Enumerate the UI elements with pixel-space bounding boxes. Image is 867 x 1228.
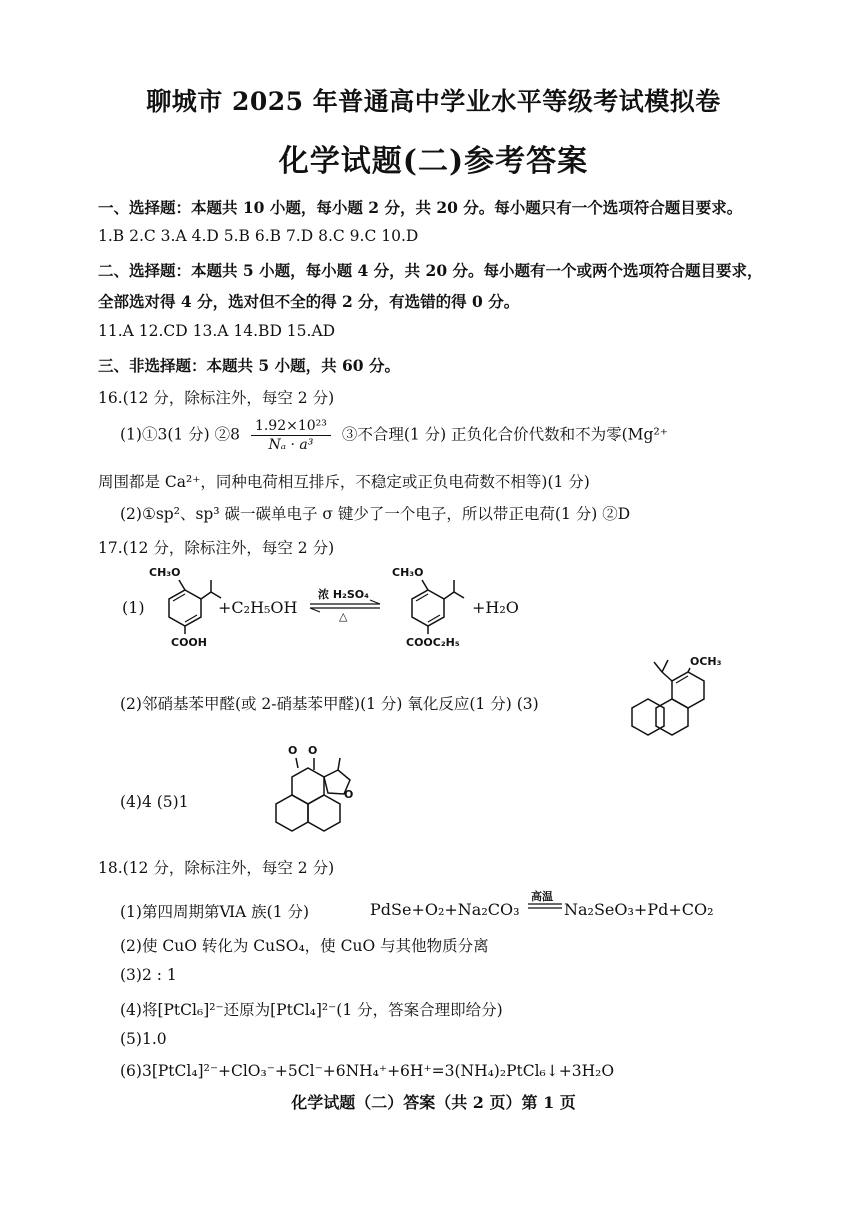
reaction-equilibrium-arrow xyxy=(308,586,384,622)
q17-part4-5: (4)4 (5)1 xyxy=(120,793,189,811)
product-ester-label: COOC₂H₅ xyxy=(406,636,460,649)
reactant-methoxy-label: CH₃O xyxy=(149,566,181,579)
q17-part3-methoxy-label: OCH₃ xyxy=(690,655,722,668)
page-footer: 化学试题（二）答案（共 2 页）第 1 页 xyxy=(291,1093,576,1112)
reactant-carboxyl-label: COOH xyxy=(171,636,207,649)
high-temp-label: 高温 xyxy=(531,890,553,903)
furan-o: O xyxy=(344,788,354,801)
exam-subtitle: 化学试题(二)参考答案 xyxy=(278,144,589,179)
ethanol-term: +C₂H₅OH xyxy=(218,598,298,617)
q18-part1-a: (1)第四周期第ⅥA 族(1 分) xyxy=(120,903,310,921)
section1-heading: 一、选择题：本题共 10 小题，每小题 2 分，共 20 分。每小题只有一个选项符合题目要求。 xyxy=(98,198,743,217)
section3-heading: 三、非选择题：本题共 5 小题，共 60 分。 xyxy=(98,356,400,375)
q17-part2-3: (2)邻硝基苯甲醛(或 2-硝基苯甲醛)(1 分) 氧化反应(1 分) (3) xyxy=(120,695,539,713)
fraction-denominator: Nₐ · a³ xyxy=(268,437,314,453)
q18-eq-right: Na₂SeO₃+Pd+CO₂ xyxy=(564,900,714,919)
product-structure xyxy=(388,562,468,652)
catalyst-condition: 浓 H₂SO₄ xyxy=(318,588,369,601)
fraction-numerator: 1.92×10²³ xyxy=(251,418,331,436)
q16-header: 16.(12 分，除标注外，每空 2 分) xyxy=(98,389,335,407)
section2-heading-line2: 全部选对得 4 分，选对但不全的得 2 分，有选错的得 0 分。 xyxy=(98,292,520,311)
q16-part1-b: ③不合理(1 分) 正负化合价代数和不为零(Mg²⁺ xyxy=(341,425,668,444)
reactant-structure xyxy=(145,562,225,652)
q16-part1-line xyxy=(120,418,668,453)
q17-part1-label: (1) xyxy=(122,598,145,617)
section1-answers: 1.B 2.C 3.A 4.D 5.B 6.B 7.D 8.C 9.C 10.D xyxy=(98,227,419,245)
q18-part2: (2)使 CuO 转化为 CuSO₄，使 CuO 与其他物质分离 xyxy=(120,937,489,955)
exam-title: 聊城市 2025 年普通高中学业水平等级考试模拟卷 xyxy=(146,87,721,116)
carbonyl-o-1: O xyxy=(288,744,298,757)
q17-part3-structure xyxy=(628,652,728,752)
q18-eq-left: PdSe+O₂+Na₂CO₃ xyxy=(370,900,520,919)
water-term: +H₂O xyxy=(472,598,519,617)
q18-part5: (5)1.0 xyxy=(120,1030,167,1048)
density-fraction xyxy=(251,418,331,453)
q17-part5-structure xyxy=(258,738,368,838)
carbonyl-o-2: O xyxy=(308,744,318,757)
q16-part2: (2)①sp²、sp³ 碳一碳单电子 σ 键少了一个电子，所以带正电荷(1 分) ②D xyxy=(120,505,631,523)
q18-part4: (4)将[PtCl₆]²⁻还原为[PtCl₄]²⁻(1 分，答案合理即给分) xyxy=(120,1001,503,1019)
q18-part3: (3)2 : 1 xyxy=(120,966,177,984)
section2-heading-line1: 二、选择题：本题共 5 小题，每小题 4 分，共 20 分。每小题有一个或两个选项符合题目要求， xyxy=(98,261,763,280)
heat-condition: △ xyxy=(339,610,348,622)
high-temp-equals xyxy=(527,890,563,914)
q18-part6: (6)3[PtCl₄]²⁻+ClO₃⁻+5Cl⁻+6NH₄⁺+6H⁺=3(NH₄)₂PtCl₆↓+3H₂O xyxy=(120,1062,615,1080)
section2-answers: 11.A 12.CD 13.A 14.BD 15.AD xyxy=(98,322,336,340)
product-methoxy-label: CH₃O xyxy=(392,566,424,579)
q18-header: 18.(12 分，除标注外，每空 2 分) xyxy=(98,859,335,877)
q17-header: 17.(12 分，除标注外，每空 2 分) xyxy=(98,539,335,557)
q16-part1-a: (1)①3(1 分) ②8 xyxy=(120,425,240,444)
q16-part1-c: 周围都是 Ca²⁺，同种电荷相互排斥，不稳定或正负电荷数不相等)(1 分) xyxy=(98,473,590,491)
